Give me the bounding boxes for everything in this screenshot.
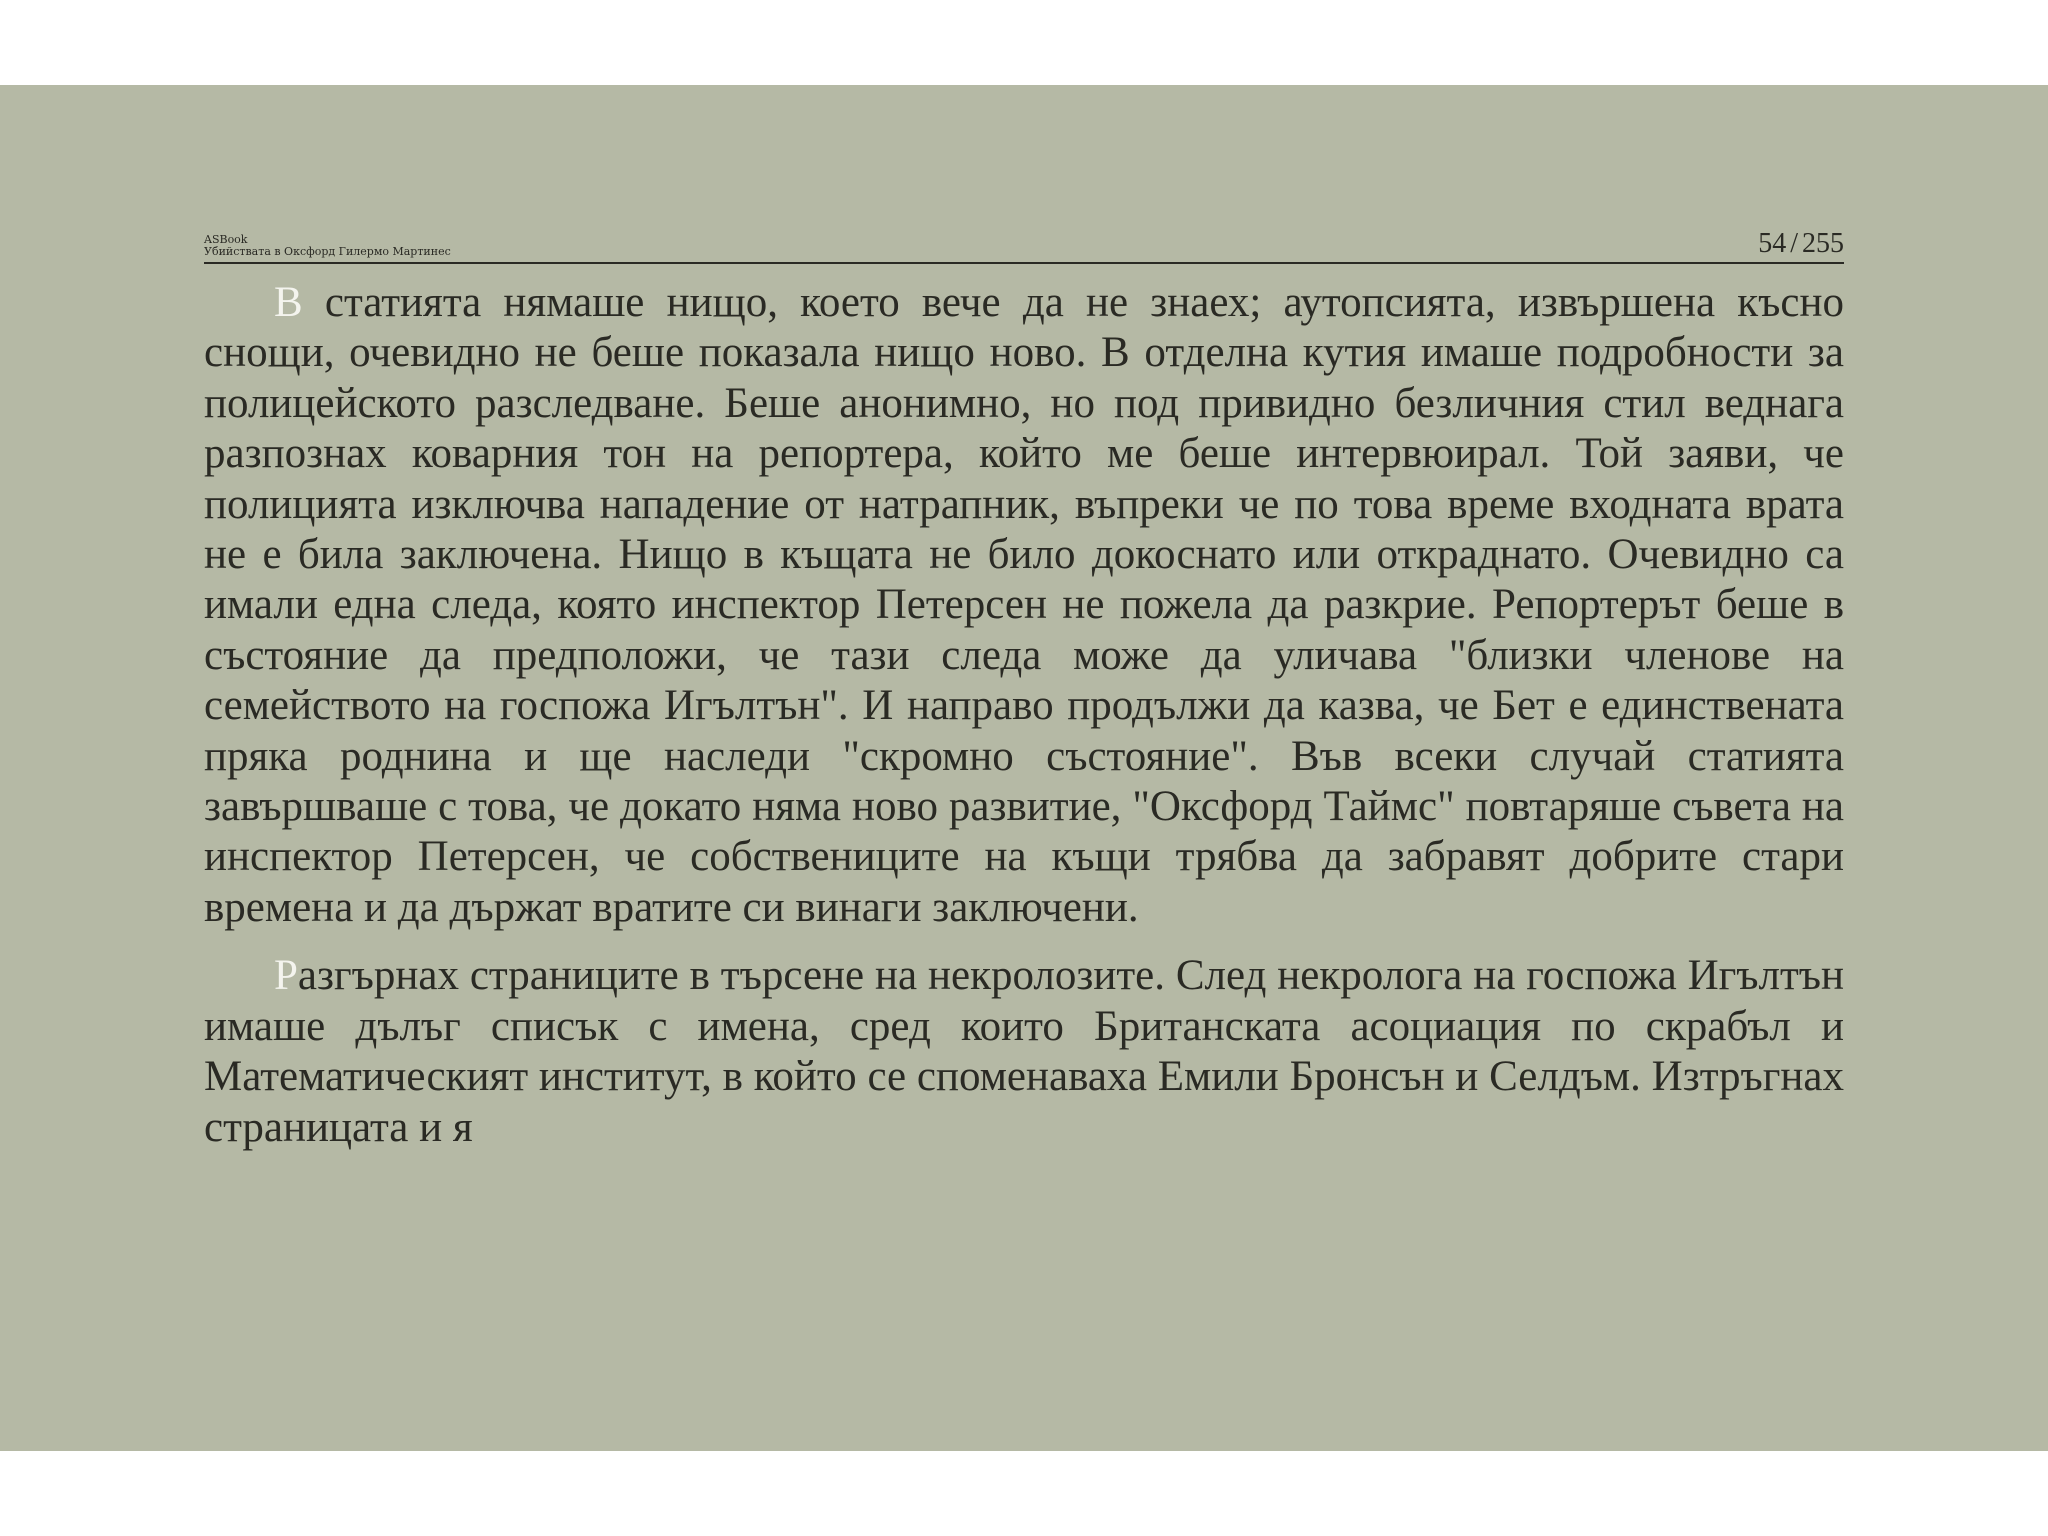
page-current: 54 bbox=[1758, 228, 1787, 259]
paragraph-2-text: азгърнах страниците в търсене на некролозите. След некролога на госпожа Игълтън имаше дълъг списък с имена, сред които Британската асоциация по скрабъл и Математическият институт, в който се споменаваха Емили Бронсън и Селдъм. Изтръгнах страницата и я bbox=[204, 952, 1844, 1151]
header-book-info bbox=[204, 234, 451, 258]
page-number-indicator bbox=[1758, 230, 1844, 258]
paragraph-1-initial: В bbox=[274, 279, 303, 326]
paragraph-2 bbox=[204, 951, 1844, 1151]
header-publisher: ASBook bbox=[204, 233, 248, 246]
page-body bbox=[204, 278, 1844, 1151]
paragraph-2-initial: Р bbox=[274, 952, 298, 1000]
header-book-title: Убийствата в Оксфорд Гилермо Мартинес bbox=[204, 245, 451, 258]
paragraph-1-text: статията нямаше нищо, което вече да не знаех; аутопсията, извършена късно снощи, очевидно не беше показала нищо ново. В отделна кутия имаше подробности за полицейското разследване. Беше анонимно, но под привидно безличния стил веднага разпознах коварния тон на репортера, който ме беше интервюирал. Той заяви, че полицията изключва нападение от натрапник, въпреки че по това време входната врата не е била заключена. Нищо в къщата не било докоснато или откраднато. Очевидно са имали една следа, която инспектор Петерсен не пожела да разкрие. Репортерът беше в състояние да предположи, че тази следа може да уличава "близки членове на семейството на госпожа Игълтън". И направо продължи да казва, че Бет е единствената пряка роднина и ще наследи "скромно състояние". Във всеки случай статията завършваше с това, че докато няма ново развитие, "Оксфорд Таймс" повтаряше съвета на инспектор Петерсен, че собствениците на къщи трябва да забравят добрите стари времена и да държат вратите си винаги заключени. bbox=[204, 279, 1844, 931]
page-separator: / bbox=[1790, 228, 1798, 259]
page-total: 255 bbox=[1802, 228, 1844, 259]
page-header bbox=[204, 138, 1844, 264]
paragraph-1 bbox=[204, 278, 1844, 933]
